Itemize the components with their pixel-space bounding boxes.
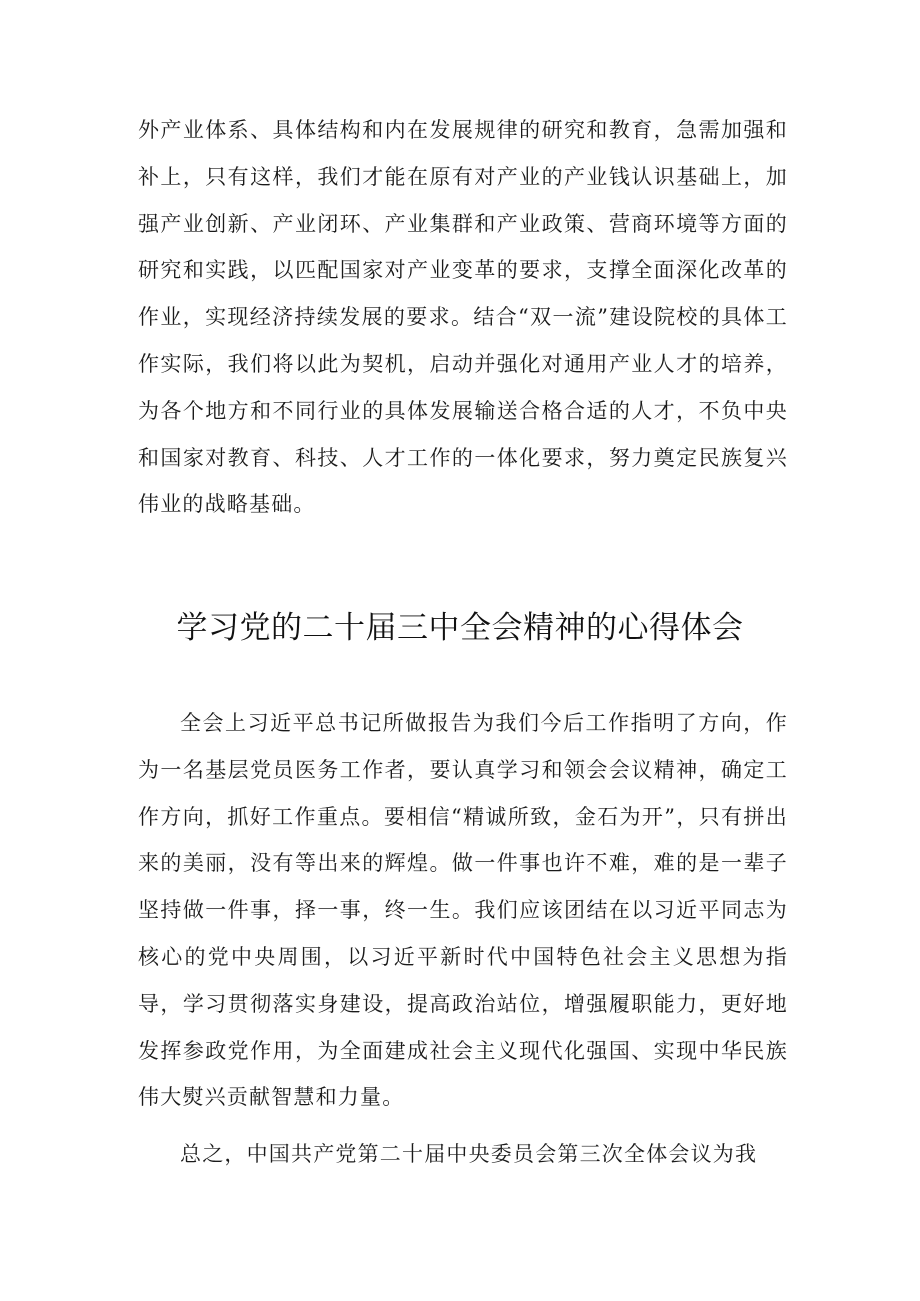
body-paragraph: 全会上习近平总书记所做报告为我们今后工作指明了方向，作为一名基层党员医务工作者，要认真学习和领会会议精神，确定工作方向，抓好工作重点。要相信“精诚所致，金石为开”，只有拼出来的美丽，没有等出来的辉煌。做一件事也许不难，难的是一辈子坚持做一件事，择一事，终一生。我们应该团结在以习近平同志为核心的党中央周围，以习近平新时代中国特色社会主义思想为指导，学习贯彻落实身建设，提高政治站位，增强履职能力，更好地发挥参政党作用，为全面建成社会主义现代化强国、实现中华民族伟大熨兴贡献智慧和力量。 [138,711,788,1110]
body-paragraph: 外产业体系、具体结构和内在发展规律的研究和教育，急需加强和补上，只有这样，我们才能在原有对产业的产业钱认识基础上，加强产业创新、产业闭环、产业集群和产业政策、营商环境等方面的研究和实践，以匹配国家对产业变革的要求，支撑全面深化改革的作业，实现经济持续发展的要求。结合“双一流”建设院校的具体工作实际，我们将以此为契机，启动并强化对通用产业人才的培养，为各个地方和不同行业的具体发展输送合格合适的人才，不负中央和国家对教育、科技、人才工作的一体化要求，努力奠定民族复兴伟业的战略基础。 [138,118,788,517]
body-paragraph: 总之，中国共产党第二十届中央委员会第三次全体会议为我 [180,1142,758,1166]
section-title: 学习党的二十届三中全会精神的心得体会 [176,610,744,646]
